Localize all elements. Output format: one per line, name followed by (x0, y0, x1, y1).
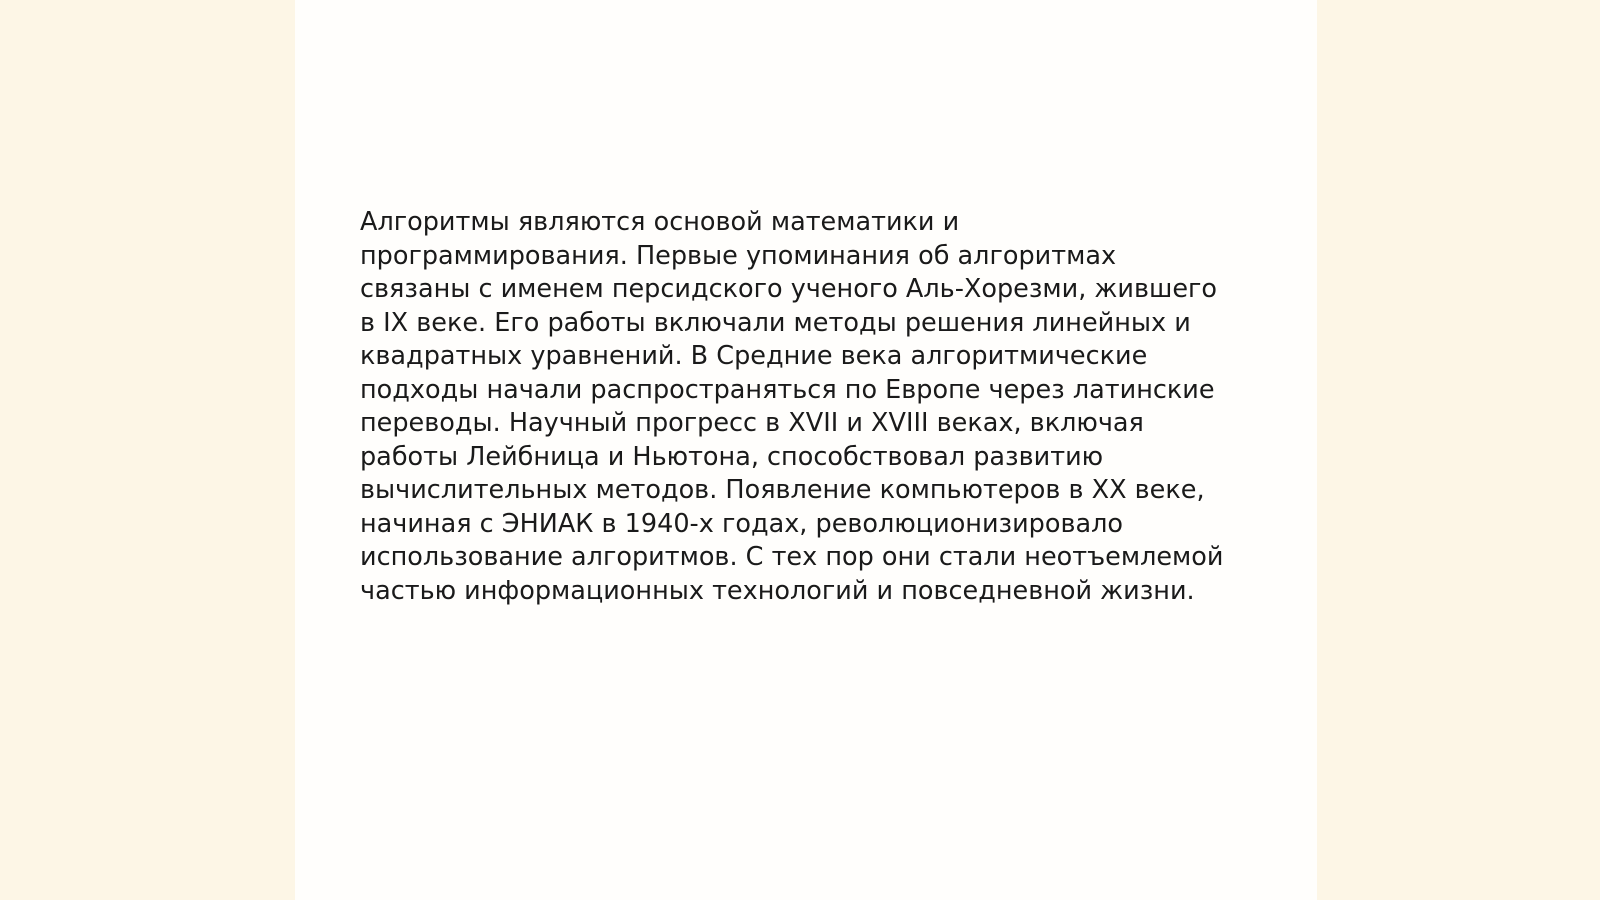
paragraph-line: квадратных уравнений. В Средние века алгоритмические (360, 341, 1148, 371)
paragraph-line: частью информационных технологий и повседневной жизни. (360, 575, 1195, 606)
paragraph-line: Алгоритмы являются основой математики и (360, 207, 960, 237)
paragraph-line: вычислительных методов. Появление компьютеров в XX веке, (360, 475, 1205, 505)
paragraph-line: переводы. Научный прогресс в XVII и XVIII веках, включая (360, 408, 1144, 438)
body-paragraph (360, 206, 1250, 608)
paragraph-line: работы Лейбница и Ньютона, способствовал развитию (360, 441, 1104, 472)
paragraph-line: в IX веке. Его работы включали методы решения линейных и (360, 307, 1191, 338)
paragraph-line: программирования. Первые упоминания об алгоритмах (360, 240, 1117, 271)
paragraph-line: использование алгоритмов. С тех пор они стали неотъемлемой (360, 542, 1224, 572)
paragraph-line: начиная с ЭНИАК в 1940-х годах, революционизировало (360, 508, 1124, 539)
paragraph-line: связаны с именем персидского ученого Аль-Хорезми, жившего (360, 274, 1218, 304)
document-page (295, 0, 1317, 900)
paragraph-line: подходы начали распространяться по Европе через латинские (360, 374, 1215, 405)
